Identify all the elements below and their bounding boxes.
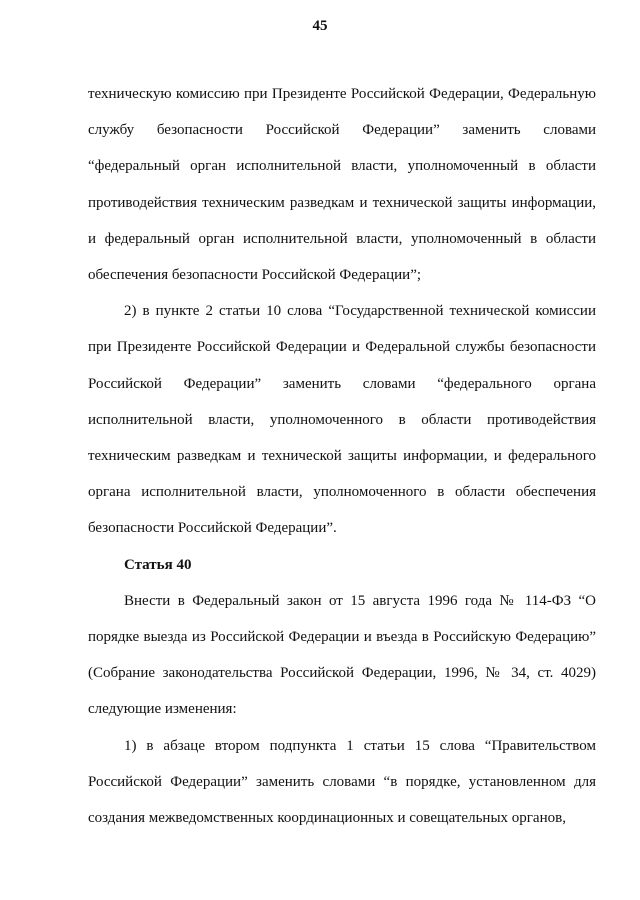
paragraph-continuation: техническую комиссию при Президенте Российской Федерации, Федеральную службу безопасности Российской Федерации” заменить словами “федеральный орган исполнительной власти, уполномоченный в области противодействия техническим разведкам и технической защиты информации, и федеральный орган исполнительной власти, уполномоченный в области обеспечения безопасности Российской Федерации”;	[88, 86, 596, 284]
document-body	[88, 76, 596, 836]
paragraph-item-2: 2) в пункте 2 статьи 10 слова “Государственной технической комиссии при Президенте Российской Федерации и Федеральной службы безопасности Российской Федерации” заменить словами “федерального органа исполнительной власти, уполномоченного в области противодействия техническим разведкам и технической защиты информации, и федерального органа исполнительной власти, уполномоченного в области обеспечения безопасности Российской Федерации”.	[88, 303, 596, 537]
paragraph-item-1: 1) в абзаце втором подпункта 1 статьи 15 слова “Правительством Российской Федерации” заменить словами “в порядке, установленном для создания межведомственных координационных и совещательных органов,	[88, 737, 596, 827]
paragraph-article-intro: Внести в Федеральный закон от 15 августа 1996 года № 114-ФЗ “О порядке выезда из Российской Федерации и въезда в Российскую Федерацию” (Собрание законодательства Российской Федерации, 1996, № 34, ст. 4029) следующие изменения:	[88, 592, 596, 718]
page-number: 45	[312, 18, 328, 34]
article-heading: Статья 40	[124, 556, 192, 573]
